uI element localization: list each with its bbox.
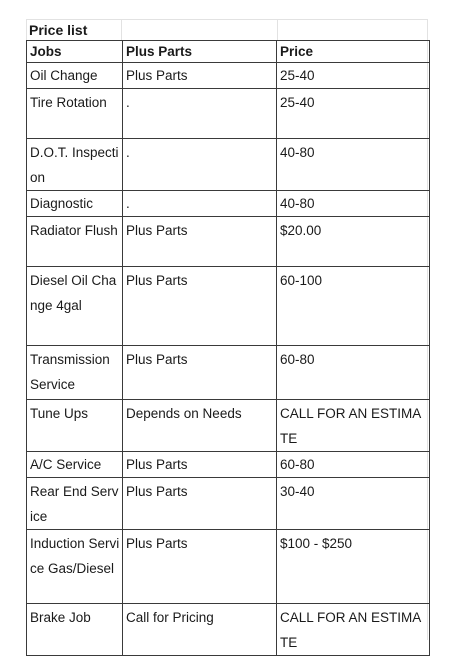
job-cell: Diagnostic: [27, 191, 123, 217]
header-plus-parts: Plus Parts: [123, 41, 277, 63]
job-cell: D.O.T. Inspection: [27, 139, 123, 191]
price-cell: 40-80: [277, 191, 430, 217]
parts-cell: Plus Parts: [123, 63, 277, 89]
price-cell: 60-80: [277, 452, 430, 478]
header-price: Price: [277, 41, 430, 63]
table-row: [27, 63, 430, 89]
job-cell: A/C Service: [27, 452, 123, 478]
price-cell: 60-100: [277, 267, 430, 346]
job-cell: Tune Ups: [27, 400, 123, 452]
price-cell: 25-40: [277, 63, 430, 89]
parts-cell: Plus Parts: [123, 217, 277, 267]
table-row: [27, 191, 430, 217]
price-cell: CALL FOR AN ESTIMATE: [277, 400, 430, 452]
table-row: [27, 530, 430, 604]
header-jobs: Jobs: [27, 41, 123, 63]
job-cell: Oil Change: [27, 63, 123, 89]
price-list-title: Price list: [26, 19, 122, 41]
parts-cell: Plus Parts: [123, 452, 277, 478]
job-cell: Radiator Flush: [27, 217, 123, 267]
table-row: [27, 452, 430, 478]
job-cell: Rear End Service: [27, 478, 123, 530]
title-row-empty-cells: [122, 19, 426, 41]
job-cell: Transmission Service: [27, 346, 123, 400]
price-list-sheet: [26, 19, 430, 650]
job-cell: Tire Rotation: [27, 89, 123, 139]
table-row: [27, 139, 430, 191]
price-cell: 40-80: [277, 139, 430, 191]
table-row: [27, 89, 430, 139]
parts-cell: Plus Parts: [123, 346, 277, 400]
price-cell: CALL FOR AN ESTIMATE: [277, 604, 430, 656]
parts-cell: Plus Parts: [123, 267, 277, 346]
price-cell: 25-40: [277, 89, 430, 139]
table-row: [27, 604, 430, 656]
price-cell: $100 - $250: [277, 530, 430, 604]
price-cell: 30-40: [277, 478, 430, 530]
price-cell: 60-80: [277, 346, 430, 400]
table-row: [27, 400, 430, 452]
job-cell: Induction Service Gas/Diesel: [27, 530, 123, 604]
price-table: [26, 40, 430, 656]
table-row: [27, 267, 430, 346]
table-header-row: [27, 41, 430, 63]
parts-cell: Depends on Needs: [123, 400, 277, 452]
table-row: [27, 346, 430, 400]
parts-cell: .: [123, 139, 277, 191]
parts-cell: .: [123, 89, 277, 139]
job-cell: Diesel Oil Change 4gal: [27, 267, 123, 346]
parts-cell: Plus Parts: [123, 530, 277, 604]
parts-cell: .: [123, 191, 277, 217]
parts-cell: Call for Pricing: [123, 604, 277, 656]
table-row: [27, 478, 430, 530]
parts-cell: Plus Parts: [123, 478, 277, 530]
table-row: [27, 217, 430, 267]
job-cell: Brake Job: [27, 604, 123, 656]
price-cell: $20.00: [277, 217, 430, 267]
